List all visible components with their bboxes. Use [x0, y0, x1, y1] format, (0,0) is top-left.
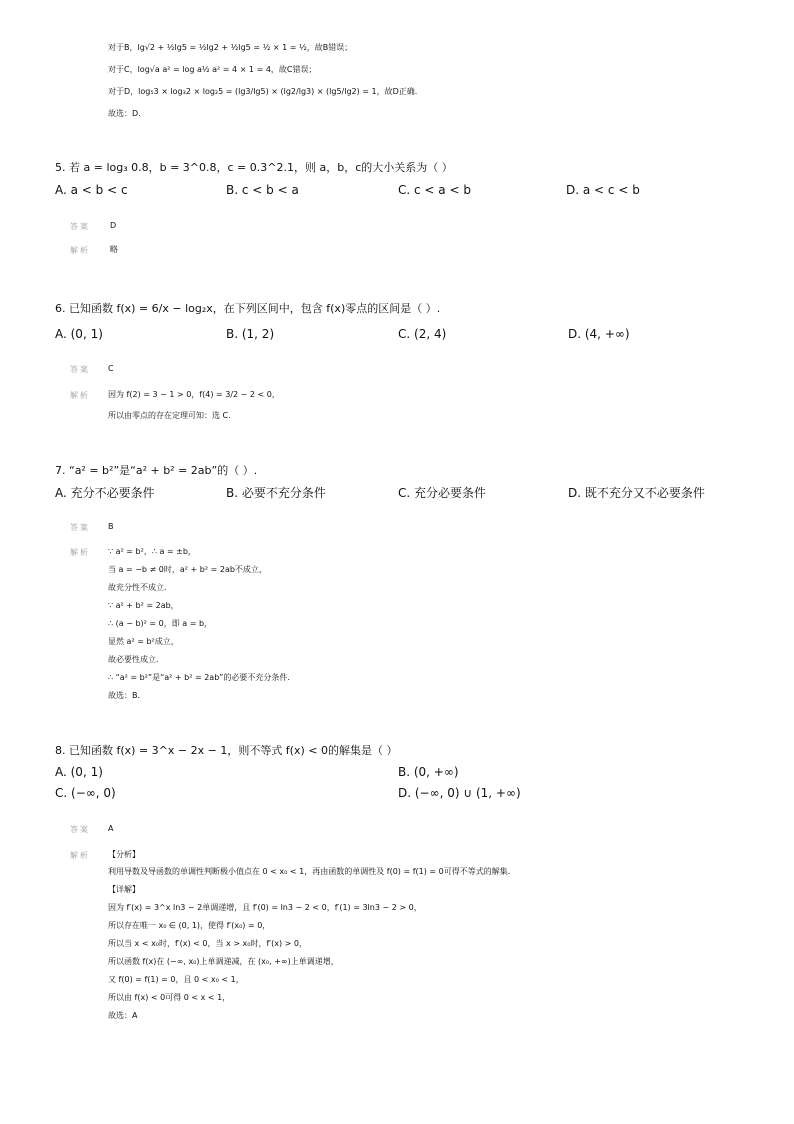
q7-analysis-line-3: 故充分性不成立. — [108, 583, 167, 592]
q6-option-b: B. (1, 2) — [226, 327, 275, 341]
q6-answer-label: 答案 — [70, 365, 90, 374]
q7-analysis-line-9: 故选：B. — [108, 691, 141, 700]
q6-analysis-label: 解析 — [70, 391, 90, 400]
q7-analysis-line-5: ∴ (a − b)² = 0，即 a = b， — [108, 619, 213, 628]
q8-option-b: B. (0, +∞) — [398, 765, 459, 779]
q6-stem: 6. 已知函数 f(x) = 6/x − log₂x，在下列区间中，包含 f(x)零点的区间是（ ）. — [55, 302, 441, 315]
q7-analysis-line-6: 显然 a² = b²成立， — [108, 637, 179, 646]
q5-option-b: B. c < b < a — [226, 183, 299, 197]
q5-option-d: D. a < c < b — [566, 183, 640, 197]
q8-analysis-line-2: 利用导数及导函数的单调性判断极小值点在 0 < x₀ < 1，再由函数的单调性及 f(0) = f(1) = 0可得不等式的解集. — [108, 867, 511, 876]
q8-answer-label: 答案 — [70, 825, 90, 834]
q7-stem: 7. “a² = b²”是“a² + b² = 2ab”的（ ）. — [55, 464, 258, 477]
q5-analysis-label: 解析 — [70, 246, 90, 255]
q7-analysis-line-4: ∵ a² + b² = 2ab， — [108, 601, 179, 610]
q7-option-c: C. 充分必要条件 — [398, 486, 487, 500]
q6-analysis-line-2: 所以由零点的存在定理可知：选 C. — [108, 411, 231, 420]
top-line-1: 对于B，lg√2 + ½lg5 = ½lg2 + ½lg5 = ½ × 1 = ½，故B错误； — [108, 43, 353, 52]
q8-answer: A — [108, 824, 114, 833]
top-line-2: 对于C，log√a a² = log a½ a² = 4 × 1 = 4，故C错误； — [108, 65, 317, 74]
q7-option-b: B. 必要不充分条件 — [226, 486, 326, 500]
q6-answer: C — [108, 364, 114, 373]
q6-option-d: D. (4, +∞) — [568, 327, 630, 341]
q5-analysis: 略 — [110, 245, 118, 254]
q7-analysis-line-1: ∵ a² = b²，∴ a = ±b， — [108, 547, 196, 556]
top-line-4: 故选：D. — [108, 109, 141, 118]
q7-analysis-label: 解析 — [70, 548, 90, 557]
q8-stem: 8. 已知函数 f(x) = 3^x − 2x − 1，则不等式 f(x) < 0的解集是（ ） — [55, 744, 398, 757]
q5-stem: 5. 若 a = log₃ 0.8，b = 3^0.8，c = 0.3^2.1，则 a，b，c的大小关系为（ ） — [55, 161, 453, 174]
q5-answer: D — [110, 221, 117, 230]
q8-option-a: A. (0, 1) — [55, 765, 103, 779]
q8-analysis-line-1: 【分析】 — [108, 850, 140, 859]
q6-option-c: C. (2, 4) — [398, 327, 447, 341]
q8-analysis-line-3: 【详解】 — [108, 885, 140, 894]
q8-option-c: C. (−∞, 0) — [55, 786, 116, 800]
q7-analysis-line-8: ∴ “a² = b²”是“a² + b² = 2ab”的必要不充分条件. — [108, 673, 290, 682]
q7-option-a: A. 充分不必要条件 — [55, 486, 155, 500]
q8-option-d: D. (−∞, 0) ∪ (1, +∞) — [398, 786, 521, 800]
q7-analysis-line-2: 当 a = −b ≠ 0时，a² + b² = 2ab不成立， — [108, 565, 267, 574]
q6-option-a: A. (0, 1) — [55, 327, 103, 341]
q5-option-a: A. a < b < c — [55, 183, 128, 197]
q8-analysis-line-7: 所以函数 f(x)在 (−∞, x₀)上单调递减，在 (x₀, +∞)上单调递增， — [108, 957, 339, 966]
q5-option-c: C. c < a < b — [398, 183, 471, 197]
q8-analysis-line-8: 又 f(0) = f(1) = 0，且 0 < x₀ < 1， — [108, 975, 244, 984]
q8-analysis-line-9: 所以由 f(x) < 0可得 0 < x < 1， — [108, 993, 231, 1002]
top-line-3: 对于D，log₅3 × log₃2 × log₂5 = (lg3/lg5) × (lg2/lg3) × (lg5/lg2) = 1，故D正确. — [108, 87, 418, 96]
q8-analysis-line-6: 所以当 x < x₀时，f′(x) < 0，当 x > x₀时，f′(x) > 0， — [108, 939, 307, 948]
q7-answer-label: 答案 — [70, 523, 90, 532]
q8-analysis-line-4: 因为 f′(x) = 3^x ln3 − 2单调递增，且 f′(0) = ln3 − 2 < 0，f′(1) = 3ln3 − 2 > 0， — [108, 903, 422, 912]
q6-analysis-line-1: 因为 f(2) = 3 − 1 > 0，f(4) = 3/2 − 2 < 0， — [108, 390, 280, 399]
q7-analysis-line-7: 故必要性成立. — [108, 655, 159, 664]
q7-answer: B — [108, 522, 114, 531]
q8-analysis-label: 解析 — [70, 851, 90, 860]
q7-option-d: D. 既不充分又不必要条件 — [568, 486, 705, 500]
q5-answer-label: 答案 — [70, 222, 90, 231]
q8-analysis-line-10: 故选：A — [108, 1011, 138, 1020]
q8-analysis-line-5: 所以存在唯一 x₀ ∈ (0, 1)，使得 f′(x₀) = 0， — [108, 921, 271, 930]
